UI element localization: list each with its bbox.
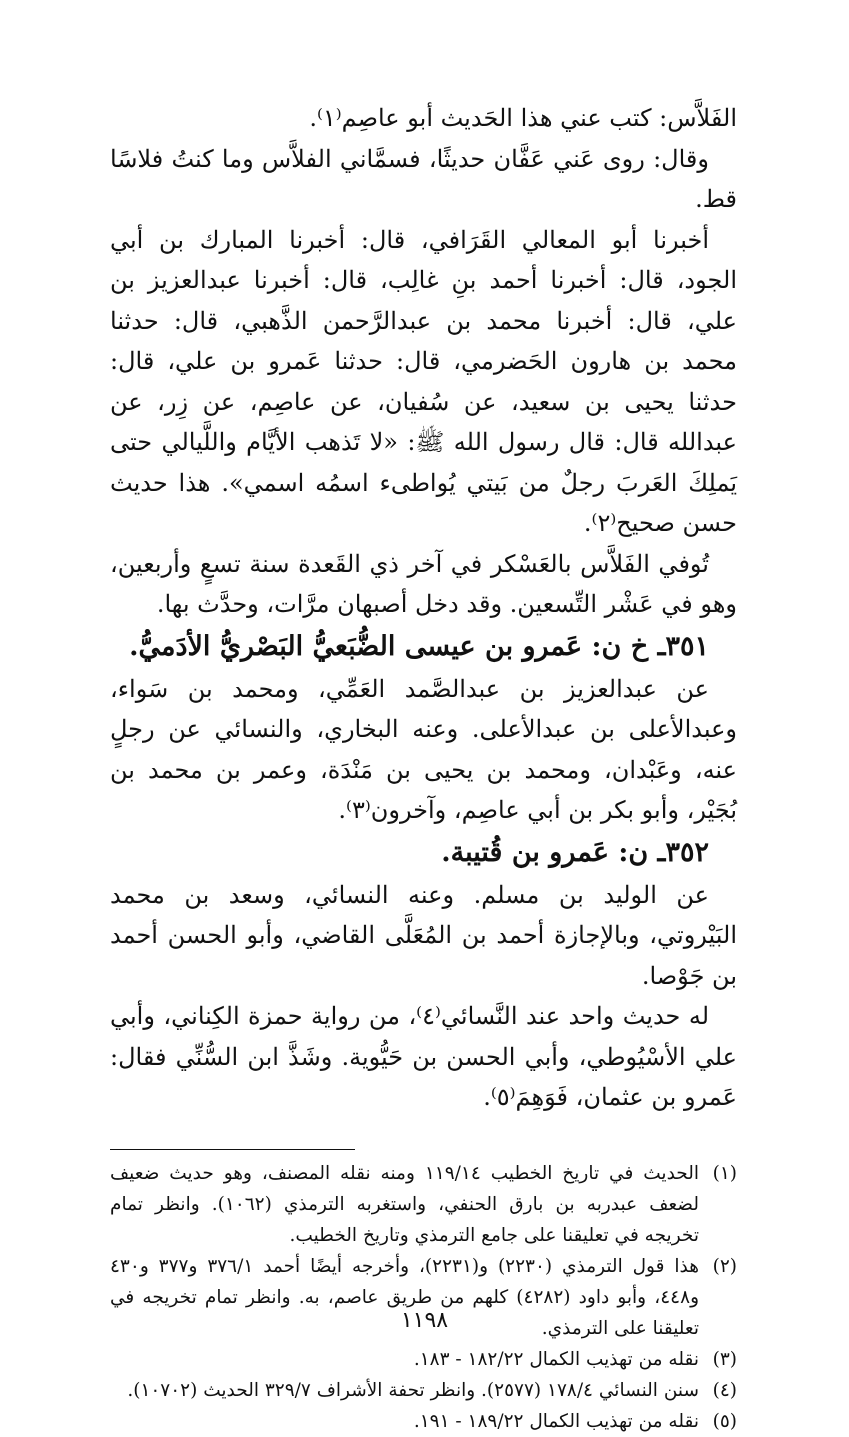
footnote [110, 1158, 737, 1251]
footnote-number: (١) [712, 1162, 737, 1184]
footnote-text: هذا قول الترمذي (٢٢٣٠) و(٢٢٣١)، وأخرجه أيضًا أحمد ٣٧٦/١ و٣٧٧ و٤٣٠ و٤٤٨، وأبو داود (٤٢٨٢) كلهم من طريق عاصم، به. وانظر تمام تخريجه في تعليقنا على الترمذي. [110, 1255, 699, 1339]
paragraph: أخبرنا أبو المعالي القَرَافي، قال: أخبرنا المبارك بن أبي الجود، قال: أخبرنا أحمد بنِ غالِب، قال: أخبرنا عبدالعزيز بن علي، قال: أخبرنا محمد بن عبدالرَّحمن الذَّهبي، قال: حدثنا محمد بن هارون الحَضرمي، قال: حدثنا عَمرو بن علي، قال: حدثنا يحيى بن سعيد، عن سُفيان، عن عاصِم، عن زِر، عن عبدالله قال: قال رسول الله ﷺ: «لا تَذهب الأيَّام واللَّيالي حتى يَملِكَ العَربَ رجلٌ من بَيتي يُواطىء اسمُه اسمي». هذا حديث حسن صحيح⁽٢⁾. [110, 225, 737, 537]
paragraph: تُوفي الفَلاَّس بالعَسْكر في آخر ذي القَعدة سنة تسعٍ وأربعين، وهو في عَشْر التِّسعين. وقد دخل أصبهان مرَّات، وحدَّث بها. [110, 549, 737, 618]
page-number: ١١٩٨ [400, 1308, 449, 1333]
entry-heading-352: ٣٥٢ـ ن: عَمرو بن قُتيبة. [441, 836, 709, 868]
entry-heading-351: ٣٥١ـ خ ن: عَمرو بن عيسى الضُّبَعيُّ البَصْريُّ الأدَميُّ. [129, 630, 709, 662]
footnote [110, 1406, 737, 1437]
footnote [110, 1375, 737, 1406]
footnote-number: (٥) [712, 1410, 737, 1432]
footnote-number: (٢) [712, 1255, 737, 1277]
footnote-number: (٤) [712, 1379, 737, 1401]
footnote-separator [110, 1118, 737, 1158]
footnote [110, 1344, 737, 1375]
footnote-text: نقله من تهذيب الكمال ١٨٩/٢٢ - ١٩١. [413, 1410, 699, 1432]
entry-351-text: عن عبدالعزيز بن عبدالصَّمد العَمِّي، ومحمد بن سَواء، وعبدالأعلى بن عبدالأعلى. وعنه البخاري، والنسائي عن رجلٍ عنه، وعَبْدان، ومحمد بن يحيى بن مَنْدَة، وعمر بن محمد بن بُجَيْر، وأبو بكر بن أبي عاصِم، وآخرون⁽٣⁾. [110, 674, 737, 824]
entry-352-note: له حديث واحد عند النَّسائي⁽٤⁾، من رواية حمزة الكِناني، وأبي علي الأسْيُوطي، وأبي الحسن بن حَيُّوية. وشَذَّ ابن السُّنِّي فقال: عَمرو بن عثمان، فَوَهِمَ⁽٥⁾. [110, 1002, 737, 1111]
footnote-number: (٣) [712, 1348, 737, 1370]
paragraph: وقال: روى عَني عَفَّان حديثًا، فسمَّاني الفلاَّس وما كنتُ فلاسًا قط. [110, 144, 737, 213]
footnotes [110, 1158, 737, 1437]
footnote-text: نقله من تهذيب الكمال ١٨٢/٢٢ - ١٨٣. [413, 1348, 699, 1370]
footnote-text: سنن النسائي ١٧٨/٤ (٢٥٧٧). وانظر تحفة الأشراف ٣٢٩/٧ الحديث (١٠٧٠٢). [127, 1379, 699, 1401]
main-text [110, 98, 737, 1118]
footnote-text: الحديث في تاريخ الخطيب ١١٩/١٤ ومنه نقله المصنف، وهو حديث ضعيف لضعف عبدربه بن بارق الحنفي، واستغربه الترمذي (١٠٦٢). وانظر تمام تخريجه في تعليقنا على جامع الترمذي وتاريخ الخطيب. [110, 1162, 699, 1246]
paragraph: الفَلاَّس: كتب عني هذا الحَديث أبو عاصِم⁽١⁾. [309, 104, 737, 132]
entry-352-text: عن الوليد بن مسلم. وعنه النسائي، وسعد بن محمد البَيْروتي، وبالإجازة أحمد بن المُعَلَّى القاضي، وأبو الحسن أحمد بن جَوْصا. [110, 880, 737, 990]
